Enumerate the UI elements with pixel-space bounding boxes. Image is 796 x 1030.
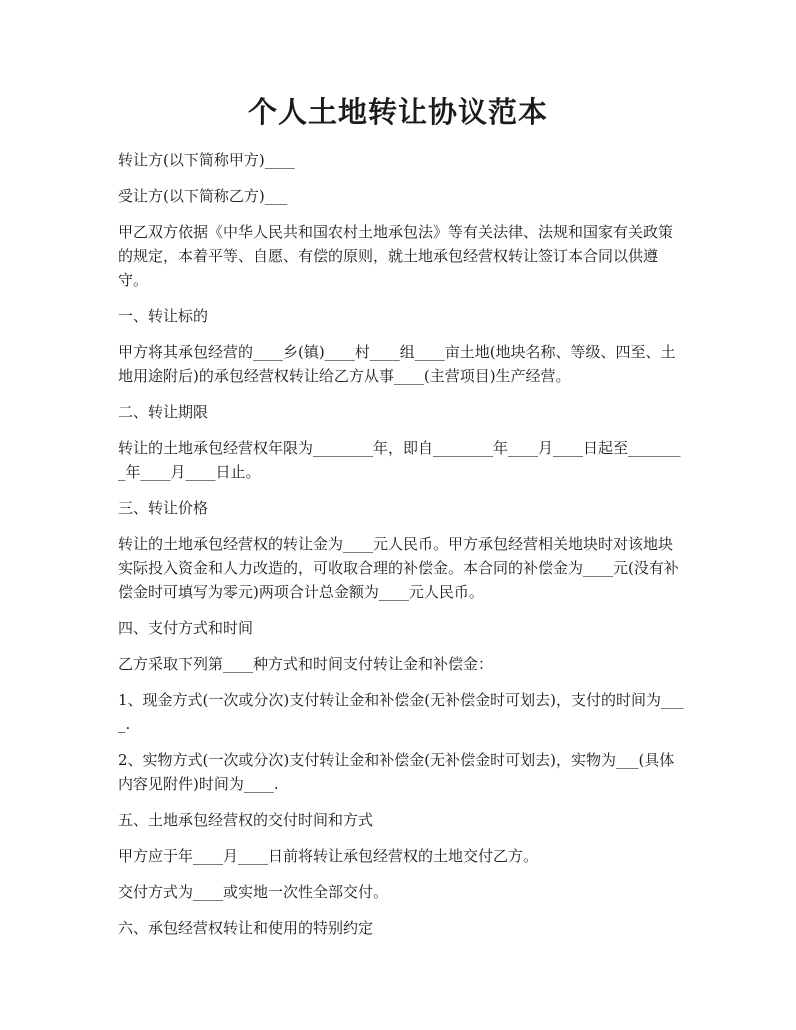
document-title: 个人土地转让协议范本 <box>247 95 548 129</box>
transferor-line: 转让方(以下简称甲方)____ <box>118 151 295 169</box>
transferee-line: 受让方(以下简称乙方)___ <box>118 187 288 205</box>
section-heading-1: 一、转让标的 <box>118 307 209 325</box>
section-body-4: 乙方采取下列第____种方式和时间支付转让金和补偿金： <box>118 655 494 673</box>
preamble-paragraph: 甲乙双方依据《中华人民共和国农村土地承包法》等有关法律、法规和国家有关政策的规定，本着平等、自愿、有偿的原则，就土地承包经营权转让签订本合同以供遵守。 <box>118 223 674 289</box>
section-heading-4: 四、支付方式和时间 <box>118 619 254 637</box>
section-body-3: 转让的土地承包经营权的转让金为____元人民币。甲方承包经营相关地块时对该地块实际投入资金和人力改造的，可收取合理的补偿金。本合同的补偿金为____元(没有补偿金时可填写为零元)两项合计总金额为____元人民币。 <box>118 535 679 601</box>
payment-option-1: 1、现金方式(一次或分次)支付转让金和补偿金(无补偿金时可划去)，支付的时间为____. <box>118 691 684 733</box>
section-heading-3: 三、转让价格 <box>118 499 209 517</box>
payment-option-2: 2、实物方式(一次或分次)支付转让金和补偿金(无补偿金时可划去)，实物为___(具体内容见附件)时间为____. <box>118 751 675 793</box>
section-body-1: 甲方将其承包经营的____乡(镇)____村____组____亩土地(地块名称、等级、四至、土地用途附后)的承包经营权转让给乙方从事____(主营项目)生产经营。 <box>118 343 676 385</box>
section-heading-2: 二、转让期限 <box>118 403 209 421</box>
section-body-5b: 交付方式为____或实地一次性全部交付。 <box>118 883 389 901</box>
section-heading-6: 六、承包经营权转让和使用的特别约定 <box>118 919 374 937</box>
section-body-5a: 甲方应于年____月____日前将转让承包经营权的土地交付乙方。 <box>118 847 539 865</box>
section-heading-5: 五、土地承包经营权的交付时间和方式 <box>118 811 374 829</box>
section-body-2: 转让的土地承包经营权年限为________年，即自________年____月____日起至________年____月____日止。 <box>118 439 681 481</box>
